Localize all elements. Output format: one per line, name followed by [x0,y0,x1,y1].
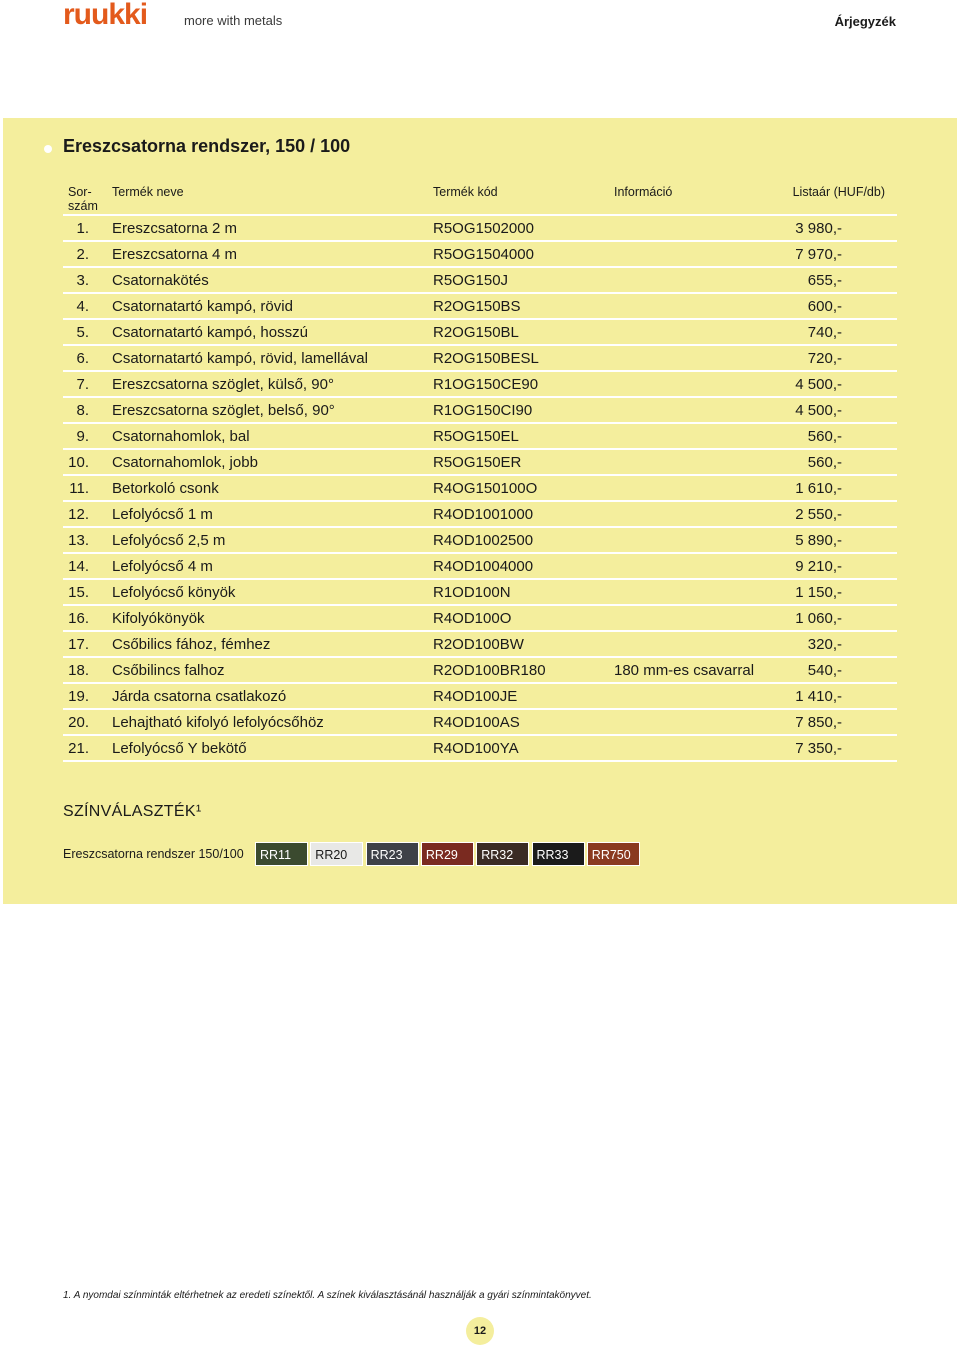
list-price: 7 350,- [795,740,842,757]
table-row [63,320,897,346]
document-title: Árjegyzék [834,14,896,29]
table-row [63,736,897,762]
product-code: R2OG150BESL [433,350,539,367]
product-code: R1OG150CE90 [433,376,539,393]
row-number: 10. [68,454,89,471]
table-row [63,606,897,632]
row-number: 7. [76,376,89,393]
table-row [63,398,897,424]
list-price: 600,- [807,298,842,315]
color-swatch: RR11 [255,842,308,866]
product-code: R5OG150J [433,272,509,289]
product-name: Lefolyócső 2,5 m [112,532,226,549]
table-row [63,658,897,684]
table-row [63,216,897,242]
list-price: 4 500,- [795,402,842,419]
list-price: 1 150,- [795,584,842,601]
table-body [63,216,897,762]
product-name: Csatornahomlok, jobb [112,454,258,471]
row-number: 15. [68,584,89,601]
row-number: 13. [68,532,89,549]
product-code: R5OG1502000 [433,220,534,237]
footnote: 1. A nyomdai színminták eltérhetnek az eredeti színektől. A színek kiválasztásánál használják a gyári színmintakönyvet. [63,1290,592,1301]
product-name: Kifolyókönyök [112,610,205,627]
price-table [63,180,897,762]
list-price: 720,- [807,350,842,367]
row-number: 11. [69,480,89,497]
row-number: 19. [68,688,89,705]
product-code: R4OD100JE [433,688,518,705]
product-name: Csőbilincs falhoz [112,662,225,679]
product-name: Járda csatorna csatlakozó [112,688,287,705]
row-number: 8. [76,402,89,419]
product-name: Lefolyócső 1 m [112,506,213,523]
row-number: 6. [76,350,89,367]
row-number: 1. [76,220,89,237]
color-options-title: SZÍNVÁLASZTÉK¹ [63,803,202,820]
product-name: Ereszcsatorna szöglet, külső, 90° [112,376,334,393]
row-number: 5. [76,324,89,341]
color-swatch: RR33 [532,842,585,866]
row-number: 20. [68,714,89,731]
color-options-label: Ereszcsatorna rendszer 150/100 [63,847,244,861]
row-number: 21. [68,740,89,757]
product-code: R4OD1001000 [433,506,534,523]
table-row [63,294,897,320]
table-row [63,450,897,476]
header-row-number-line1: Sor- [68,185,92,199]
product-name: Lefolyócső könyök [112,584,236,601]
table-row [63,580,897,606]
row-number: 17. [68,636,89,653]
header-row-number-line2: szám [68,199,98,213]
row-number: 3. [76,272,89,289]
table-header [63,180,897,216]
page-header [0,0,960,40]
row-number: 4. [76,298,89,315]
product-code: R4OD100AS [433,714,520,731]
row-number: 16. [68,610,89,627]
table-row [63,424,897,450]
product-code: R4OD1004000 [433,558,534,575]
list-price: 560,- [807,454,842,471]
product-code: R4OD1002500 [433,532,534,549]
color-swatch: RR29 [421,842,474,866]
product-name: Csőbilics fához, fémhez [112,636,271,653]
list-price: 740,- [807,324,842,341]
list-price: 5 890,- [795,532,842,549]
table-row [63,346,897,372]
product-name: Ereszcsatorna 2 m [112,220,238,237]
table-row [63,268,897,294]
row-number: 14. [68,558,89,575]
product-name: Csatornakötés [112,272,209,289]
header-product-code: Termék kód [433,185,498,199]
list-price: 3 980,- [795,220,842,237]
table-row [63,372,897,398]
list-price: 9 210,- [795,558,842,575]
header-product-name: Termék neve [112,185,184,199]
list-price: 1 410,- [795,688,842,705]
product-code: R5OG1504000 [433,246,534,263]
page-number: 12 [466,1317,494,1345]
product-name: Betorkoló csonk [112,480,219,497]
product-code: R2OG150BL [433,324,519,341]
product-name: Ereszcsatorna 4 m [112,246,238,263]
product-code: R2OD100BR180 [433,662,546,679]
product-code: R1OD100N [433,584,511,601]
list-price: 4 500,- [795,376,842,393]
row-number: 18. [68,662,89,679]
list-price: 540,- [807,662,842,679]
table-row [63,502,897,528]
product-code: R4OD100YA [433,740,519,757]
list-price: 7 970,- [795,246,842,263]
row-number: 2. [76,246,89,263]
table-row [63,554,897,580]
product-name: Lehajtható kifolyó lefolyócsőhöz [112,714,324,731]
list-price: 655,- [807,272,842,289]
product-name: Csatornatartó kampó, rövid [112,298,293,315]
color-swatch: RR23 [366,842,419,866]
product-code: R5OG150EL [433,428,519,445]
table-row [63,242,897,268]
logo-tagline: more with metals [184,13,283,28]
list-price: 2 550,- [795,506,842,523]
list-price: 320,- [807,636,842,653]
product-code: R2OD100BW [433,636,524,653]
list-price: 1 060,- [795,610,842,627]
product-code: R4OG150100O [433,480,538,497]
list-price: 1 610,- [795,480,842,497]
list-price: 7 850,- [795,714,842,731]
table-row [63,710,897,736]
row-number: 12. [68,506,89,523]
section-title: Ereszcsatorna rendszer, 150 / 100 [63,136,351,156]
header-row-number [68,185,108,213]
list-price: 560,- [807,428,842,445]
product-name: Csatornatartó kampó, hosszú [112,324,308,341]
color-swatch: RR750 [587,842,640,866]
table-row [63,632,897,658]
product-name: Ereszcsatorna szöglet, belső, 90° [112,402,335,419]
color-swatch: RR20 [310,842,363,866]
product-name: Csatornatartó kampó, rövid, lamellával [112,350,368,367]
product-name: Lefolyócső Y bekötő [112,740,247,757]
table-row [63,684,897,710]
product-code: R5OG150ER [433,454,522,471]
header-information: Információ [614,185,673,199]
product-code: R4OD100O [433,610,512,627]
product-name: Csatornahomlok, bal [112,428,250,445]
row-number: 9. [76,428,89,445]
product-code: R1OG150CI90 [433,402,533,419]
header-list-price: Listaár (HUF/db) [792,185,885,199]
ruukki-logo: ruukki [63,0,148,31]
bullet-icon [44,145,52,153]
product-code: R2OG150BS [433,298,521,315]
table-row [63,476,897,502]
table-row [63,528,897,554]
color-swatch: RR32 [476,842,529,866]
product-name: Lefolyócső 4 m [112,558,213,575]
product-info: 180 mm-es csavarral [614,662,755,679]
